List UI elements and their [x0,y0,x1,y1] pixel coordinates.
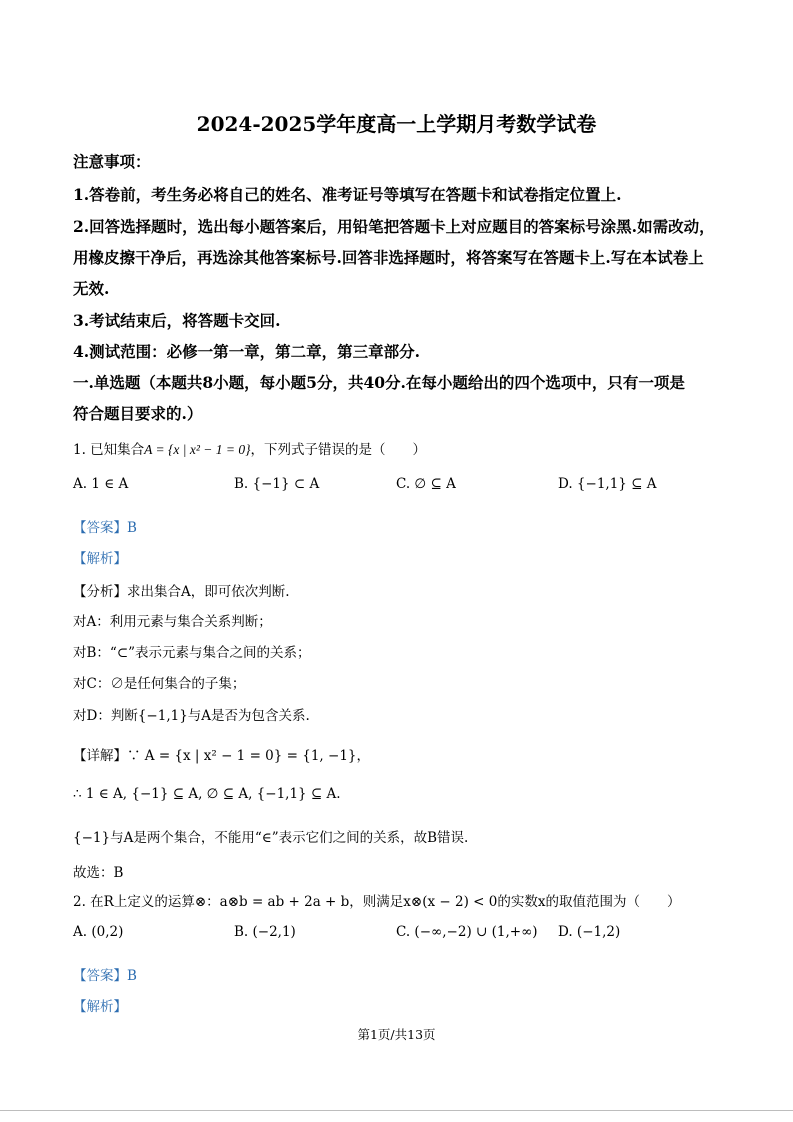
q1-answer: 【答案】B [73,520,137,536]
q1-point-c: 对C：∅是任何集合的子集； [73,676,246,692]
q1-choose: 故选：B [73,865,124,881]
q1-option-b: B. {−1} ⊂ A [234,476,320,492]
bottom-divider [0,1110,793,1111]
notice-line-2c: 无效. [73,279,110,298]
q1-fenxi: 【分析】求出集合A，即可依次判断. [73,584,290,600]
section-heading-1: 一.单选题（本题共8小题，每小题5分，共40分.在每小题给出的四个选项中，只有一项是 [73,373,685,392]
q2-option-d: D. (−1,2) [558,924,621,940]
q1-detail-1: 【详解】∵ A = {x | x² − 1 = 0} = {1, −1}， [73,748,370,764]
q1-stem-suffix: ，下列式子错误的是（ ） [250,442,427,458]
q1-stem [73,438,426,458]
page-title: 2024-2025学年度高一上学期月考数学试卷 [196,112,597,136]
q2-stem: 2. 在R上定义的运算⊗：a⊗b = ab + 2a + b，则满足x⊗(x − 2) < 0的实数x的取值范围为（ ） [73,894,681,910]
q1-point-b: 对B：“⊂”表示元素与集合之间的关系； [73,645,311,661]
q1-detail-2: ∴ 1 ∈ A, {−1} ⊆ A, ∅ ⊆ A, {−1,1} ⊆ A. [73,786,341,802]
q1-option-c: C. ∅ ⊆ A [396,476,456,492]
q2-option-a: A. (0,2) [73,924,124,940]
q1-option-a: A. 1 ∈ A [73,476,129,492]
q1-stem-set: A = {x | x² − 1 = 0} [144,442,251,457]
section-heading-2: 符合题目要求的.） [73,404,203,423]
notice-line-1: 1.答卷前，考生务必将自己的姓名、准考证号等填写在答题卡和试卷指定位置上. [73,185,622,204]
notice-line-3: 3.考试结束后，将答题卡交回. [73,311,281,330]
notice-heading: 注意事项： [73,152,151,171]
notice-line-2b: 用橡皮擦干净后，再选涂其他答案标号.回答非选择题时，将答案写在答题卡上.写在本试卷上 [73,248,704,267]
q2-option-c: C. (−∞,−2) ∪ (1,+∞) [396,924,538,940]
q2-answer: 【答案】B [73,968,137,984]
page-footer: 第1页/共13页 [357,1027,436,1042]
notice-line-2a: 2.回答选择题时，选出每小题答案后，用铅笔把答题卡上对应题目的答案标号涂黑.如需改动， [73,217,715,236]
q1-point-a: 对A：利用元素与集合关系判断； [73,614,272,630]
q1-option-d: D. {−1,1} ⊆ A [558,476,657,492]
notice-line-4: 4.测试范围：必修一第一章，第二章，第三章部分. [73,342,421,361]
q1-point-d: 对D：判断{−1,1}与A是否为包含关系. [73,708,310,724]
q1-analysis-tag: 【解析】 [73,551,127,567]
q1-detail-3: {−1}与A是两个集合，不能用“∈”表示它们之间的关系，故B错误. [73,830,469,846]
q2-option-b: B. (−2,1) [234,924,296,940]
q1-stem-prefix: 1. 已知集合 [73,442,145,458]
q2-analysis-tag: 【解析】 [73,999,127,1015]
